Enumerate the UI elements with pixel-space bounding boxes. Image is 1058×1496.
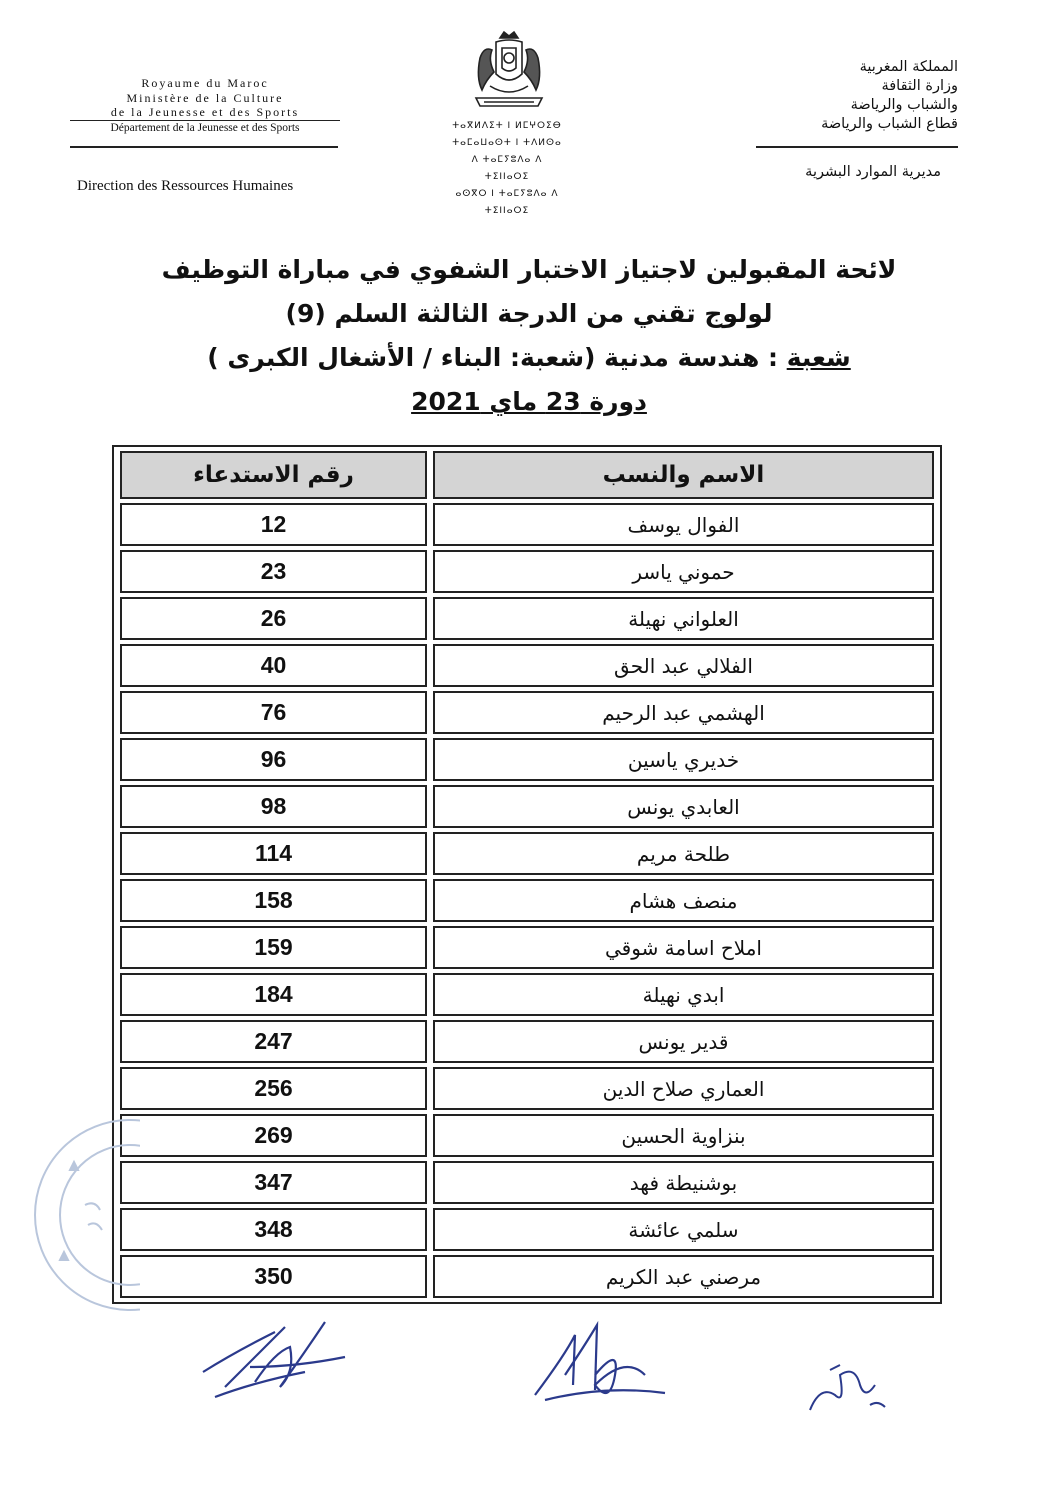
table-row	[120, 785, 934, 828]
title-branch-label: شعبة	[786, 343, 851, 372]
candidate-name: مرصني عبد الكريم	[433, 1255, 934, 1298]
convocation-number: 114	[120, 832, 427, 875]
table-row	[120, 1208, 934, 1251]
candidate-name: العماري صلاح الدين	[433, 1067, 934, 1110]
convocation-number: 348	[120, 1208, 427, 1251]
candidate-name: حموني ياسر	[433, 550, 934, 593]
candidates-table	[112, 445, 942, 1304]
tifinagh-line-3: ⴷ ⵜⴰⵎⵢⵓⴷⴰ ⴷ ⵜⵉⵏⵏⴰⵔⵉ	[471, 155, 543, 182]
candidate-name: الفوال يوسف	[433, 503, 934, 546]
convocation-number: 40	[120, 644, 427, 687]
header-left-line-2: Ministère de la Culture	[126, 90, 284, 105]
candidate-name: طلحة مريم	[433, 832, 934, 875]
header-left-line-1: Royaume du Maroc	[141, 76, 269, 90]
table-row	[120, 973, 934, 1016]
title-line-4: دورة 23 ماي 2021	[411, 387, 647, 416]
header-name: الاسم والنسب	[433, 451, 934, 499]
header-tifinagh	[452, 118, 562, 220]
header-number: رقم الاستدعاء	[120, 451, 427, 499]
header-left-divider	[70, 146, 338, 148]
table-row	[120, 644, 934, 687]
convocation-number: 96	[120, 738, 427, 781]
convocation-number: 159	[120, 926, 427, 969]
table-row	[120, 597, 934, 640]
header-right-line-1: المملكة المغربية	[859, 59, 958, 75]
candidate-name: خديري ياسين	[433, 738, 934, 781]
table-row	[120, 1255, 934, 1298]
convocation-number: 98	[120, 785, 427, 828]
signature-2	[525, 1315, 675, 1415]
table-row	[120, 691, 934, 734]
candidate-name: العابدي يونس	[433, 785, 934, 828]
candidate-name: الهشمي عبد الرحيم	[433, 691, 934, 734]
table-row	[120, 879, 934, 922]
direction-ar: مديرية الموارد البشرية	[805, 164, 941, 180]
table-row	[120, 503, 934, 546]
table-header-row	[120, 451, 934, 499]
candidate-name: بنزاوية الحسين	[433, 1114, 934, 1157]
candidate-name: قدير يونس	[433, 1020, 934, 1063]
candidate-name: منصف هشام	[433, 879, 934, 922]
convocation-number: 256	[120, 1067, 427, 1110]
header-left	[70, 76, 340, 135]
convocation-number: 26	[120, 597, 427, 640]
table-row	[120, 832, 934, 875]
candidate-name: الفلالي عبد الحق	[433, 644, 934, 687]
candidate-name: بوشنيطة فهد	[433, 1161, 934, 1204]
signature-1	[195, 1312, 355, 1407]
header-left-line-3: de la Jeunesse et des Sports	[110, 105, 300, 119]
moroccan-coat-of-arms-icon	[470, 28, 548, 116]
table-row	[120, 738, 934, 781]
convocation-number: 23	[120, 550, 427, 593]
convocation-number: 269	[120, 1114, 427, 1157]
table-row	[120, 1020, 934, 1063]
header-right	[738, 58, 958, 134]
header-right-line-3: والشباب والرياضة	[850, 97, 958, 113]
document-title	[120, 248, 938, 424]
header-right-divider	[756, 146, 958, 148]
convocation-number: 184	[120, 973, 427, 1016]
table-row	[120, 1067, 934, 1110]
convocation-number: 158	[120, 879, 427, 922]
tifinagh-line-1: ⵜⴰⴳⵍⴷⵉⵜ ⵏ ⵍⵎⵖⵔⵉⴱ	[452, 121, 562, 131]
candidate-name: سلمي عائشة	[433, 1208, 934, 1251]
convocation-number: 350	[120, 1255, 427, 1298]
title-branch-value: : هندسة مدنية (شعبة: البناء / الأشغال الكبرى )	[207, 343, 787, 372]
table-row	[120, 550, 934, 593]
candidate-name: العلواني نهيلة	[433, 597, 934, 640]
tifinagh-line-4: ⴰⵙⴳⵔ ⵏ ⵜⴰⵎⵢⵓⴷⴰ ⴷ ⵜⵉⵏⵏⴰⵔⵉ	[455, 189, 559, 216]
title-line-1: لائحة المقبولين لاجتياز الاختبار الشفوي في مباراة التوظيف	[161, 255, 897, 284]
tifinagh-line-2: ⵜⴰⵎⴰⵡⴰⵙⵜ ⵏ ⵜⴷⵍⵙⴰ	[452, 138, 562, 148]
header-left-department: Département de la Jeunesse et des Sports	[70, 120, 340, 136]
official-stamp	[30, 1110, 140, 1320]
convocation-number: 247	[120, 1020, 427, 1063]
candidate-name: ابدي نهيلة	[433, 973, 934, 1016]
convocation-number: 12	[120, 503, 427, 546]
table-row	[120, 926, 934, 969]
title-line-3	[120, 336, 938, 380]
signature-3	[800, 1355, 890, 1425]
convocation-number: 347	[120, 1161, 427, 1204]
convocation-number: 76	[120, 691, 427, 734]
header-right-line-4: قطاع الشباب والرياضة	[821, 116, 958, 132]
table-row	[120, 1114, 934, 1157]
candidate-name: املاح اسامة شوقي	[433, 926, 934, 969]
header-right-line-2: وزارة الثقافة	[881, 78, 958, 94]
title-line-2: لولوج تقني من الدرجة الثالثة السلم (9)	[285, 299, 773, 328]
table-row	[120, 1161, 934, 1204]
direction-fr: Direction des Ressources Humaines	[77, 178, 294, 194]
